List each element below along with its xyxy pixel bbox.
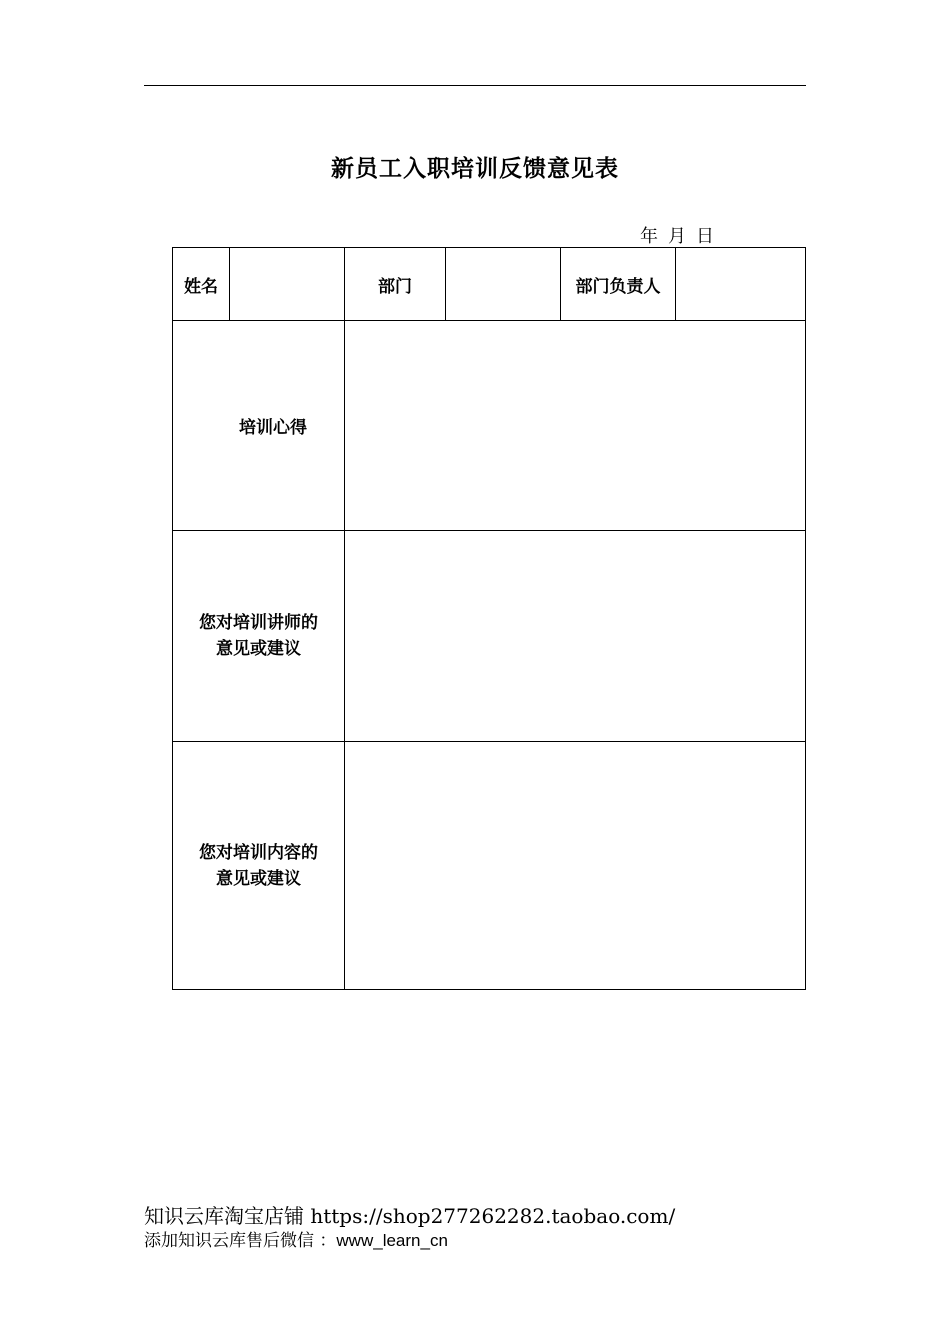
date-month-label: 月 (668, 226, 686, 247)
content-feedback-row (173, 742, 806, 990)
document-title: 新员工入职培训反馈意见表 (331, 156, 619, 182)
date-day-label: 日 (696, 226, 714, 247)
footer-shop-line: 知识云库淘宝店铺 https://shop277262282.taobao.com/ (144, 1204, 676, 1228)
footer-wechat-prefix: 添加知识云库售后微信 ： (144, 1231, 337, 1251)
date-line (640, 222, 724, 248)
trainer-feedback-label (173, 531, 345, 742)
content-feedback-label-line1: 您对培训内容的 (199, 842, 318, 863)
info-row (173, 248, 806, 321)
name-label: 姓名 (173, 248, 230, 321)
department-head-field[interactable] (676, 248, 806, 321)
footer-wechat-id: www_learn_cn (336, 1231, 448, 1250)
department-head-label: 部门负责人 (561, 248, 676, 321)
training-experience-label: 培训心得 (173, 321, 345, 531)
trainer-feedback-field[interactable] (345, 531, 806, 742)
trainer-feedback-label-line2: 意见或建议 (216, 639, 301, 659)
trainer-feedback-row (173, 531, 806, 742)
content-feedback-field[interactable] (345, 742, 806, 990)
department-field[interactable] (446, 248, 561, 321)
content-feedback-label (173, 742, 345, 990)
training-experience-field[interactable] (345, 321, 806, 531)
department-label: 部门 (345, 248, 446, 321)
date-year-label: 年 (640, 226, 658, 247)
footer-wechat-line (144, 1226, 448, 1251)
content-feedback-label-line2: 意见或建议 (216, 868, 301, 889)
feedback-form-table (172, 247, 806, 990)
name-field[interactable] (230, 248, 345, 321)
training-experience-row (173, 321, 806, 531)
header-rule (144, 85, 806, 86)
trainer-feedback-label-line1: 您对培训讲师的 (199, 613, 318, 633)
